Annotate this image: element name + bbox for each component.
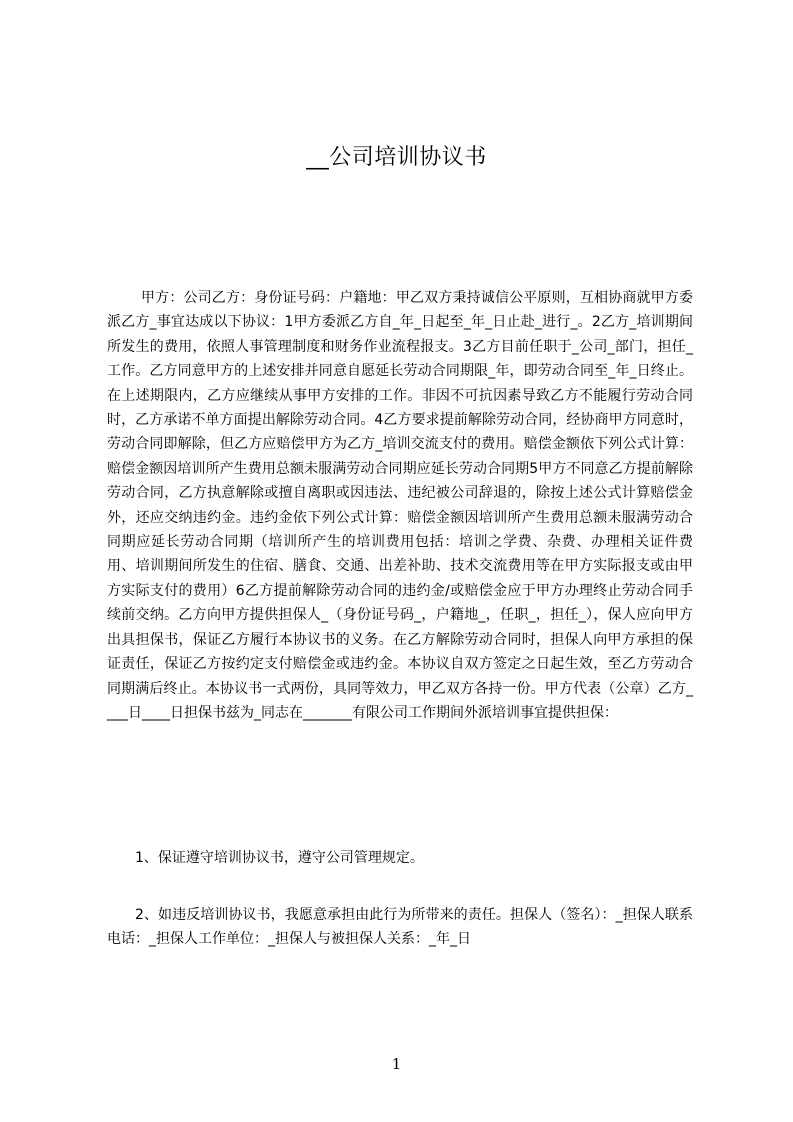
page-number: 1 (391, 1055, 402, 1073)
guarantee-item-2: 2、如违反培训协议书，我愿意承担由此行为所带来的责任。担保人（签名）：_担保人联系电话：_担保人工作单位：_担保人与被担保人关系：_年_日 (107, 907, 693, 948)
guarantee-item-1: 1、保证遵守培训协议书，遵守公司管理规定。 (135, 850, 424, 866)
agreement-body: 甲方：公司乙方：身份证号码：户籍地：甲乙双方秉持诚信公平原则，互相协商就甲方委派乙方_事宜达成以下协议：1甲方委派乙方自_年_日起至_年_日止赴_进行_。2乙方_培训期间所发生的费用，依照人事管理制度和财务作业流程报支。3乙方目前任职于_公司_部门，担任_工作。乙方同意甲方的上述安排并同意自愿延长劳动合同期限_年，即劳动合同至_年_日终止。在上述期限内，乙方应继续从事甲方安排的工作。非因不可抗因素导致乙方不能履行劳动合同时，乙方承诺不单方面提出解除劳动合同。4乙方要求提前解除劳动合同，经协商甲方同意时，劳动合同即解除，但乙方应赔偿甲方为乙方_培训交流支付的费用。赔偿金额依下列公式计算：赔偿金额因培训所产生费用总额未服满劳动合同期应延长劳动合同期5甲方不同意乙方提前解除劳动合同，乙方执意解除或擅自离职或因违法、违纪被公司辞退的，除按上述公式计算赔偿金外，还应交纳违约金。违约金依下列公式计算：赔偿金额因培训所产生费用总额未服满劳动合同期应延长劳动合同期（培训所产生的培训费用包括：培训之学费、杂费、办理相关证件费用、培训期间所发生的住宿、膳食、交通、出差补助、技术交流费用等在甲方实际报支或由甲方实际支付的费用）6乙方提前解除劳动合同的违约金/或赔偿金应于甲方办理终止劳动合同手续前交纳。乙方向甲方提供担保人_（身份证号码_，户籍地_，任职_，担任_），保人应向甲方出具担保书，保证乙方履行本协议书的义务。在乙方解除劳动合同时，担保人向甲方承担的保证责任，保证乙方按约定支付赔偿金或违约金。本协议自双方签定之日起生效，至乙方劳动合同期满后终止。本协议书一式两份，具同等效力，甲乙双方各持一份。甲方代表（公章）乙方____日____日担保书兹为_同志在_______有限公司工作期间外派培训事宜提供担保： (107, 290, 693, 721)
document-title: __公司培训协议书 (306, 145, 487, 170)
